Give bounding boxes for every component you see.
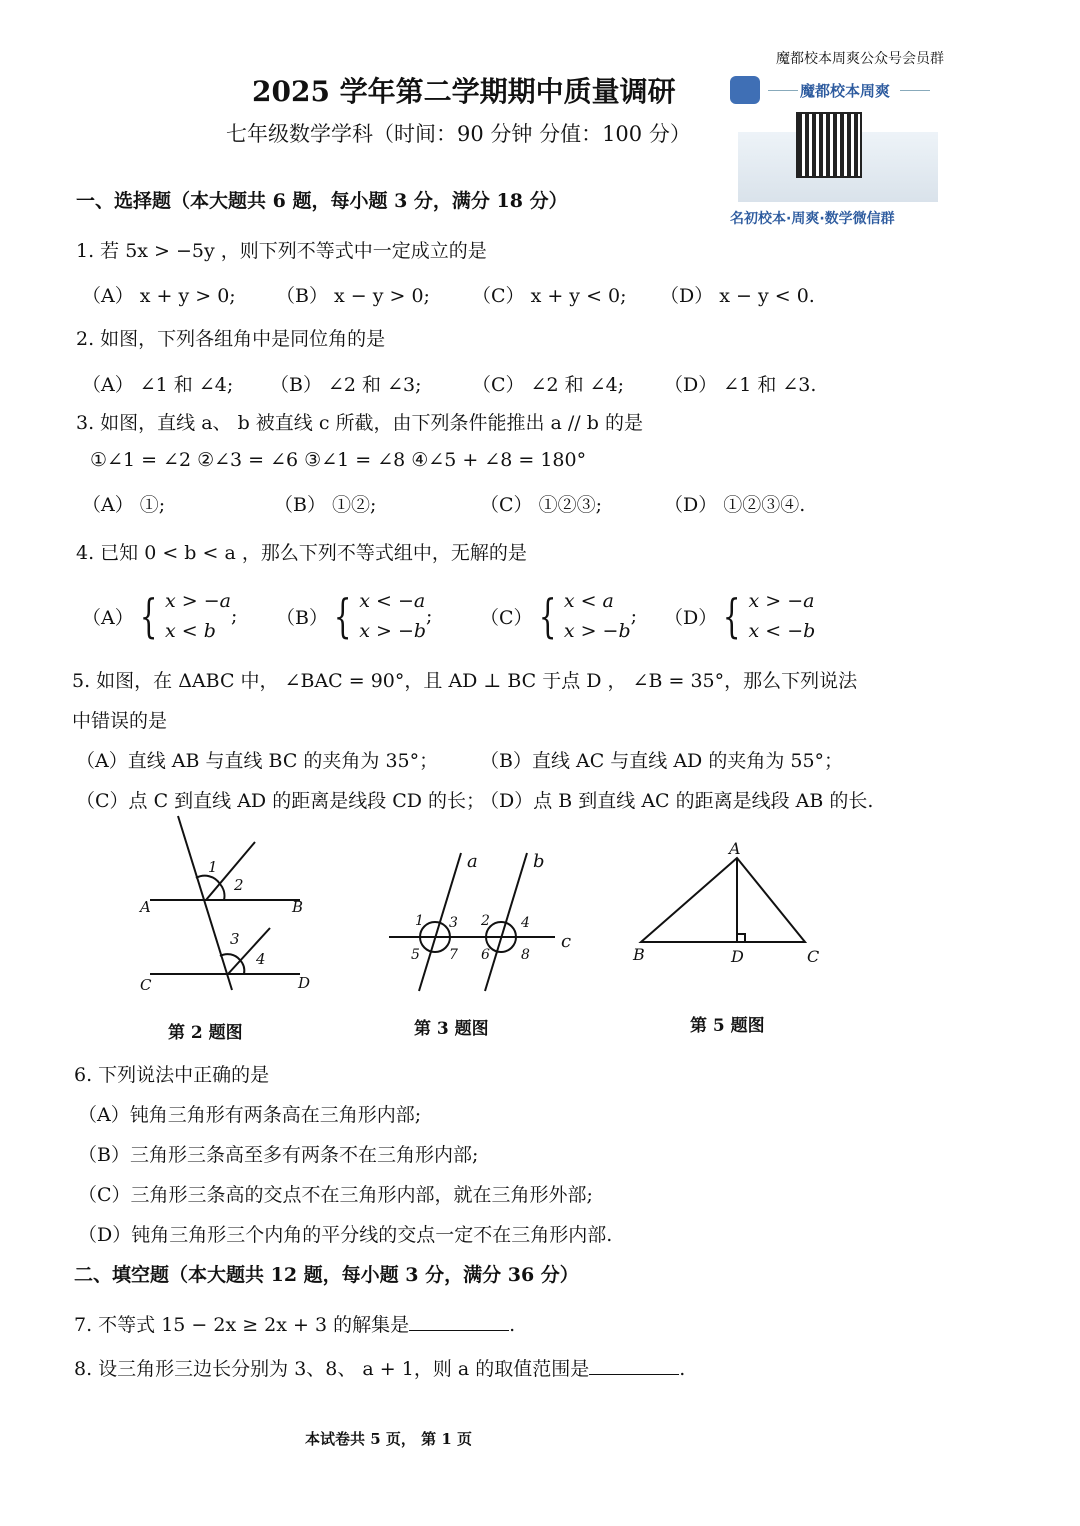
fig3-label-2: 2 (481, 913, 490, 929)
fig3-label-7: 7 (449, 947, 458, 963)
q2-stem: 2. 如图，下列各组角中是同位角的是 (76, 328, 386, 350)
fig3-label-b: b (533, 851, 545, 872)
section-2-heading: 二、填空题（本大题共 12 题，每小题 3 分，满分 36 分） (74, 1264, 579, 1286)
q6-option-b: （B）三角形三条高至多有两条不在三角形内部; (78, 1144, 479, 1166)
q4-d-row1: x > −a (748, 590, 815, 612)
watermark-group-text: 魔都校本周爽公众号会员群 (776, 51, 944, 67)
q6-stem: 6. 下列说法中正确的是 (74, 1064, 270, 1086)
fig5-triangle-abc (641, 858, 805, 942)
q1-option-a: （A） x + y > 0; (82, 285, 236, 307)
fig2-label-3: 3 (230, 930, 240, 948)
q5-option-d: （D）点 B 到直线 AC 的距离是线段 AB 的长. (480, 790, 874, 812)
q1-option-d: （D） x − y < 0. (660, 285, 815, 307)
page-title: 2025 学年第二学期期中质量调研 (252, 75, 676, 108)
figure-3-caption: 第 3 题图 (414, 1019, 489, 1039)
fig3-label-c: c (561, 931, 572, 952)
fig3-label-a: a (467, 851, 478, 872)
fig5-label-a: A (729, 839, 741, 858)
q1-option-b: （B） x − y > 0; (276, 285, 430, 307)
q5-stem-line1: 5. 如图，在 ΔABC 中， ∠BAC = 90°，且 AD ⊥ BC 于点 D ， ∠B = 35°，那么下列说法 (72, 670, 858, 692)
q4-c-sep: ; (630, 605, 638, 627)
figure-5-caption: 第 5 题图 (690, 1016, 765, 1036)
section-1-heading: 一、选择题（本大题共 6 题，每小题 3 分，满分 18 分） (76, 190, 568, 212)
fig3-label-6: 6 (481, 947, 490, 963)
fig2-arc-4 (240, 960, 244, 974)
q8-stem: 8. 设三角形三边长分别为 3、8、 a + 1，则 a 的取值范围是 (74, 1358, 590, 1380)
figure-2-caption: 第 2 题图 (168, 1023, 243, 1043)
q1-stem: 1. 若 5x > −5y ，则下列不等式中一定成立的是 (76, 240, 487, 262)
fig3-label-3: 3 (449, 915, 458, 931)
q4-c-row1: x < a (563, 590, 614, 612)
q4-option-d: （D） { x > −a x < −b (664, 586, 815, 646)
fig3-label-1: 1 (415, 913, 424, 929)
fig5-right-angle-mark (737, 934, 745, 942)
fig5-label-b: B (633, 945, 645, 964)
figure-5 (625, 838, 835, 978)
q4-c-label: （C） (480, 606, 533, 629)
q4-b-sep: ; (426, 605, 433, 627)
fig2-label-b: B (292, 898, 304, 916)
q7-answer-blank[interactable] (409, 1312, 509, 1331)
q4-stem: 4. 已知 0 < b < a ，那么下列不等式组中，无解的是 (76, 542, 527, 564)
q4-option-c: （C） { x < a x > −b ; (480, 586, 637, 646)
q4-c-row2: x > −b (563, 620, 631, 642)
watermark-brand: 魔都校本周爽 (800, 82, 891, 100)
watermark-caption: 名初校本·周爽·数学微信群 (730, 211, 895, 227)
q3-option-b: （B） ①②; (274, 494, 377, 516)
fig3-label-8: 8 (521, 947, 530, 963)
fig3-label-4: 4 (521, 915, 530, 931)
q2-option-d: （D） ∠1 和 ∠3. (664, 374, 817, 396)
q4-a-sep: ; (230, 605, 238, 627)
q5-option-a: （A）直线 AB 与直线 BC 的夹角为 35°； (76, 750, 439, 772)
q3-option-a: （A） ①; (82, 494, 166, 516)
fig5-label-d: D (731, 947, 744, 966)
q5-option-b: （B）直线 AC 与直线 AD 的夹角为 55°； (480, 750, 844, 772)
q5-stem-line2: 中错误的是 (72, 710, 168, 732)
fig2-label-a: A (140, 898, 151, 916)
watermark-badge-icon (730, 76, 760, 104)
q4-option-b: （B） { x < −a x > −b ; (276, 586, 432, 646)
q4-b-row2: x > −b (359, 620, 427, 642)
q7-stem: 7. 不等式 15 − 2x ≥ 2x + 3 的解集是 (74, 1314, 410, 1336)
q8-end: . (679, 1358, 686, 1380)
qr-code-image (798, 114, 860, 176)
q3-conditions: ①∠1 = ∠2 ②∠3 = ∠6 ③∠1 = ∠8 ④∠5 + ∠8 = 180° (90, 449, 587, 471)
fig2-label-2: 2 (234, 876, 244, 894)
q8 (74, 1354, 685, 1381)
fig2-transversal (178, 816, 232, 990)
page-subtitle: 七年级数学学科（时间：90 分钟 分值：100 分） (226, 122, 691, 146)
q5-option-c: （C）点 C 到直线 AD 的距离是线段 CD 的长； (76, 790, 486, 812)
q1-option-c: （C） x + y < 0; (472, 285, 627, 307)
q2-option-a: （A） ∠1 和 ∠4; (82, 374, 234, 396)
q4-d-row2: x < −b (748, 620, 816, 642)
q7 (74, 1310, 515, 1337)
fig2-arc-2 (220, 884, 224, 900)
fig2-label-1: 1 (208, 858, 218, 876)
q2-option-b: （B） ∠2 和 ∠3; (270, 374, 422, 396)
q4-a-label: （A） (82, 606, 134, 629)
figure-2 (130, 810, 330, 1005)
q3-option-d: （D） ①②③④. (664, 494, 806, 516)
q4-d-label: （D） (664, 606, 718, 629)
q3-option-c: （C） ①②③; (480, 494, 602, 516)
fig3-label-5: 5 (411, 947, 420, 963)
fig2-label-c: C (140, 976, 152, 994)
q3-stem: 3. 如图，直线 a、 b 被直线 c 所截，由下列条件能推出 a // b 的是 (76, 412, 643, 434)
q6-option-d: （D）钝角三角形三个内角的平分线的交点一定不在三角形内部. (78, 1224, 613, 1246)
watermark-logo (728, 72, 944, 232)
q8-answer-blank[interactable] (589, 1356, 679, 1375)
q4-option-a: （A） { x > −a x < b ; (82, 586, 237, 646)
q4-a-row2: x < b (165, 620, 216, 642)
q6-option-a: （A）钝角三角形有两条高在三角形内部; (78, 1104, 422, 1126)
page-footer: 本试卷共 5 页， 第 1 页 (305, 1430, 472, 1448)
fig5-label-c: C (807, 947, 820, 966)
q7-end: . (509, 1314, 516, 1336)
fig2-label-4: 4 (256, 950, 266, 968)
q6-option-c: （C）三角形三条高的交点不在三角形内部，就在三角形外部; (78, 1184, 593, 1206)
q2-option-c: （C） ∠2 和 ∠4; (472, 374, 625, 396)
figure-3 (385, 845, 585, 1000)
q4-b-label: （B） (276, 606, 328, 629)
q4-a-row1: x > −a (165, 590, 231, 612)
q4-b-row1: x < −a (359, 590, 426, 612)
fig2-label-d: D (298, 974, 311, 992)
